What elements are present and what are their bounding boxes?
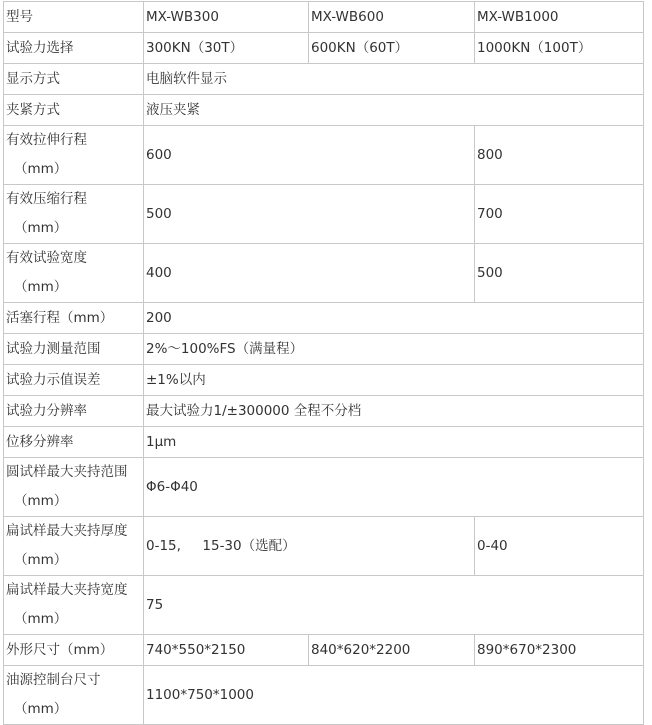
cell-value: MX-WB300 [144, 2, 309, 33]
row-label: 位移分辨率 [4, 427, 144, 458]
table-row [4, 334, 644, 365]
cell-value: 75 [144, 576, 644, 635]
row-label-line1: 有效压缩行程 [6, 191, 87, 207]
table-row [4, 635, 644, 666]
table-row [4, 33, 644, 64]
row-label [4, 185, 144, 244]
table-row [4, 576, 644, 635]
table-row [4, 427, 644, 458]
row-label [4, 244, 144, 303]
cell-value: 1μm [144, 427, 644, 458]
row-label: 活塞行程（mm） [4, 303, 144, 334]
table-row [4, 64, 644, 95]
cell-value: Φ6-Φ40 [144, 458, 644, 517]
row-label-unit: （mm） [14, 220, 68, 236]
row-label [4, 517, 144, 576]
cell-value: 600 [144, 126, 475, 185]
table-row [4, 666, 644, 725]
cell-value: 电脑软件显示 [144, 64, 644, 95]
cell-value: 600KN（60T） [309, 33, 475, 64]
row-label: 试验力选择 [4, 33, 144, 64]
table-row [4, 2, 644, 33]
table-row [4, 95, 644, 126]
row-label: 型号 [4, 2, 144, 33]
cell-value: 890*670*2300 [475, 635, 644, 666]
cell-value: 500 [475, 244, 644, 303]
row-label-line1: 油源控制台尺寸 [6, 672, 101, 688]
row-label: 试验力分辨率 [4, 396, 144, 427]
table-row [4, 185, 644, 244]
row-label-unit: （mm） [14, 279, 68, 295]
cell-value: 0-40 [475, 517, 644, 576]
cell-value: MX-WB1000 [475, 2, 644, 33]
row-label-line1: 扁试样最大夹持宽度 [6, 582, 128, 598]
cell-value: 800 [475, 126, 644, 185]
row-label-line1: 圆试样最大夹持范围 [6, 464, 128, 480]
row-label-unit: （mm） [14, 611, 68, 627]
cell-value: 840*620*2200 [309, 635, 475, 666]
row-label: 夹紧方式 [4, 95, 144, 126]
cell-value: 300KN（30T） [144, 33, 309, 64]
table-row [4, 126, 644, 185]
table-row [4, 303, 644, 334]
cell-value: 500 [144, 185, 475, 244]
cell-value: 液压夹紧 [144, 95, 644, 126]
cell-value: 200 [144, 303, 644, 334]
cell-value: 400 [144, 244, 475, 303]
table-row [4, 517, 644, 576]
cell-value: 最大试验力1/±300000 全程不分档 [144, 396, 644, 427]
row-label [4, 458, 144, 517]
row-label: 试验力示值误差 [4, 365, 144, 396]
cell-value: 1000KN（100T） [475, 33, 644, 64]
row-label-line1: 有效拉伸行程 [6, 132, 87, 148]
cell-value: MX-WB600 [309, 2, 475, 33]
row-label: 显示方式 [4, 64, 144, 95]
cell-value: 740*550*2150 [144, 635, 309, 666]
row-label: 试验力测量范围 [4, 334, 144, 365]
cell-value: 2%～100%FS（满量程） [144, 334, 644, 365]
cell-value: 0-15, 15-30（选配） [144, 517, 475, 576]
cell-value: ±1%以内 [144, 365, 644, 396]
row-label [4, 126, 144, 185]
row-label: 外形尺寸（mm） [4, 635, 144, 666]
table-row [4, 396, 644, 427]
row-label-unit: （mm） [14, 552, 68, 568]
cell-value: 700 [475, 185, 644, 244]
table-row [4, 244, 644, 303]
row-label-unit: （mm） [14, 493, 68, 509]
row-label-unit: （mm） [14, 161, 68, 177]
cell-value: 1100*750*1000 [144, 666, 644, 725]
row-label [4, 666, 144, 725]
row-label-unit: （mm） [14, 701, 68, 717]
row-label [4, 576, 144, 635]
table-row [4, 365, 644, 396]
row-label-line1: 扁试样最大夹持厚度 [6, 523, 128, 539]
spec-table [3, 1, 644, 725]
table-row [4, 458, 644, 517]
row-label-line1: 有效试验宽度 [6, 250, 87, 266]
